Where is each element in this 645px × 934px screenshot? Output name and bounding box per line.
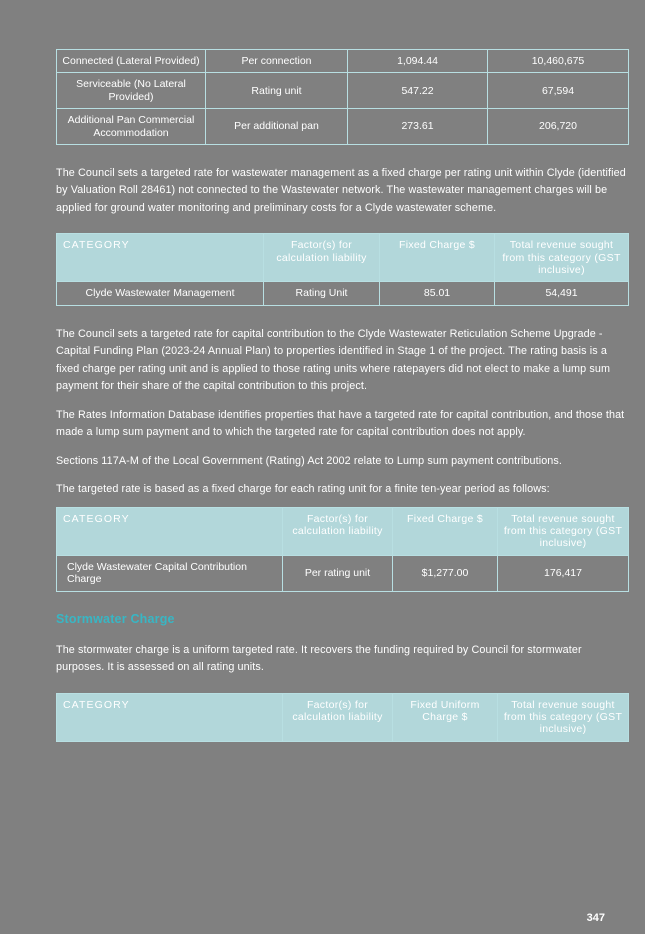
page-number: 347 <box>586 912 605 924</box>
table-wastewater-continued <box>56 49 629 145</box>
table-clyde-capital-contribution <box>56 507 629 592</box>
cell-charge: 85.01 <box>380 282 495 305</box>
paragraph-stormwater: The stormwater charge is a uniform targeted rate. It recovers the funding required by Council for stormwater purposes. It is assessed on all rating units. <box>56 643 582 674</box>
table-header-row <box>57 234 629 282</box>
table-header-row <box>57 507 629 555</box>
header-charge: Fixed Charge $ <box>393 507 498 555</box>
paragraph-sections-117: Sections 117A-M of the Local Government (Rating) Act 2002 relate to Lump sum payment contributions. <box>56 454 563 467</box>
cell-revenue: 10,460,675 <box>488 50 629 73</box>
cell-factor: Per additional pan <box>206 109 348 145</box>
header-factor: Factor(s) for calculation liability <box>283 507 393 555</box>
table-clyde-wastewater-management <box>56 233 629 306</box>
paragraph-capital-contribution: The Council sets a targeted rate for capital contribution to the Clyde Wastewater Reticulation Scheme Upgrade - Capital Funding Plan (2023-24 Annual Plan) to properties identified in Stage 1 of the project. The rating basis is a fixed charge per rating unit and is applied to those rating units where ratepayers did not elect to make a lump sum payment for their share of the capital contribution to this project. <box>56 327 611 393</box>
paragraph-rates-database: The Rates Information Database identifies properties that have a targeted rate for capital contribution, and those that made a lump sum payment and to which the targeted rate for capital contribution does not apply. <box>56 408 625 439</box>
cell-category: Serviceable (No Lateral Provided) <box>57 73 206 109</box>
page-content <box>56 49 628 742</box>
cell-category: Connected (Lateral Provided) <box>57 50 206 73</box>
header-charge: Fixed Uniform Charge $ <box>393 693 498 741</box>
header-factor: Factor(s) for calculation liability <box>264 234 380 282</box>
cell-revenue: 176,417 <box>498 555 629 591</box>
table-row <box>57 50 629 73</box>
cell-factor: Per rating unit <box>283 555 393 591</box>
header-category: CATEGORY <box>57 507 283 555</box>
cell-charge: 273.61 <box>348 109 488 145</box>
cell-factor: Per connection <box>206 50 348 73</box>
table-row <box>57 282 629 305</box>
cell-category: Additional Pan Commercial Accommodation <box>57 109 206 145</box>
header-category: CATEGORY <box>57 693 283 741</box>
cell-charge: $1,277.00 <box>393 555 498 591</box>
table-row <box>57 555 629 591</box>
header-charge: Fixed Charge $ <box>380 234 495 282</box>
header-revenue: Total revenue sought from this category (GST inclusive) <box>498 693 629 741</box>
cell-revenue: 54,491 <box>495 282 629 305</box>
cell-revenue: 67,594 <box>488 73 629 109</box>
table-row <box>57 109 629 145</box>
header-factor: Factor(s) for calculation liability <box>283 693 393 741</box>
cell-charge: 547.22 <box>348 73 488 109</box>
cell-revenue: 206,720 <box>488 109 629 145</box>
table-row <box>57 73 629 109</box>
table-header-row <box>57 693 629 741</box>
header-category: CATEGORY <box>57 234 264 282</box>
cell-category: Clyde Wastewater Management <box>57 282 264 305</box>
paragraph-wastewater-management: The Council sets a targeted rate for wastewater management as a fixed charge per rating unit within Clyde (identified by Valuation Roll 28461) not connected to the Wastewater network. The wastewater management charges will be applied for ground water monitoring and preliminary costs for a Clyde wastewater scheme. <box>56 166 626 214</box>
cell-factor: Rating Unit <box>264 282 380 305</box>
table-stormwater <box>56 693 629 742</box>
header-revenue: Total revenue sought from this category (GST inclusive) <box>498 507 629 555</box>
cell-factor: Rating unit <box>206 73 348 109</box>
page-title: Stormwater Charge <box>56 611 175 626</box>
header-revenue: Total revenue sought from this category (GST inclusive) <box>495 234 629 282</box>
cell-charge: 1,094.44 <box>348 50 488 73</box>
paragraph-targeted-rate-basis: The targeted rate is based as a fixed charge for each rating unit for a finite ten-year period as follows: <box>56 483 550 496</box>
cell-category: Clyde Wastewater Capital Contribution Charge <box>57 555 283 591</box>
